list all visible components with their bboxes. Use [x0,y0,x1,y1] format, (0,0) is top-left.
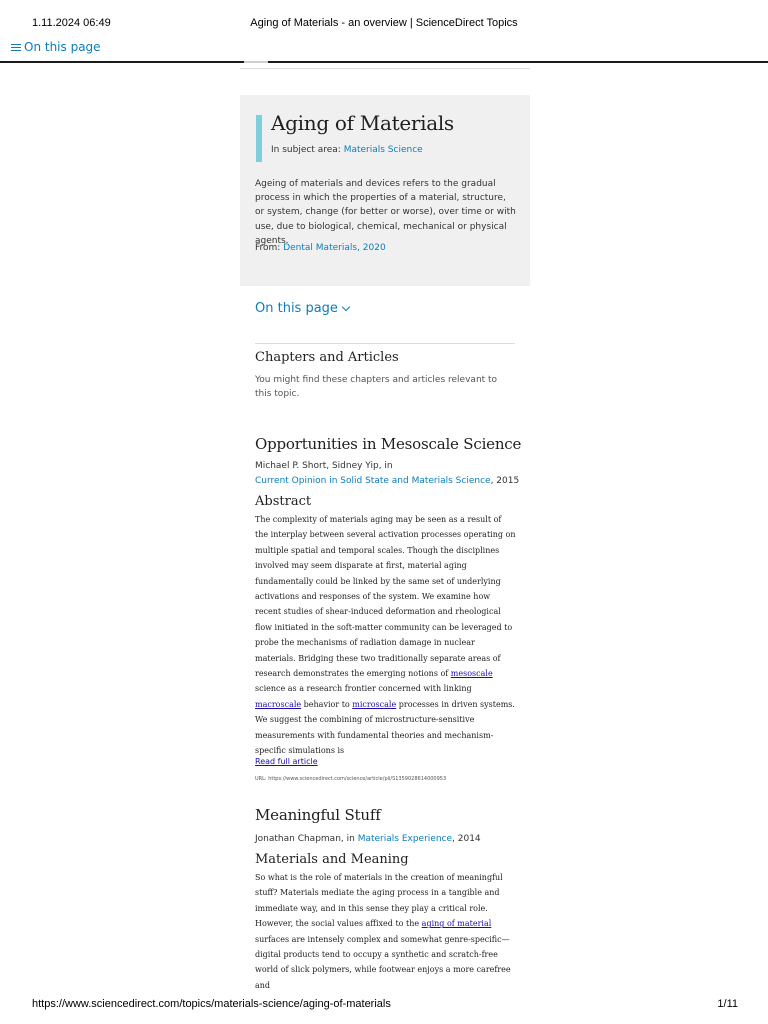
article-excerpt [255,870,517,993]
macroscale-link[interactable]: macroscale [255,699,302,709]
source-link[interactable]: Dental Materials, 2020 [283,243,386,253]
on-this-page-link[interactable] [11,40,101,54]
divider [255,343,515,344]
article-title[interactable]: Opportunities in Mesoscale Science [255,435,522,453]
topic-summary-card [240,95,530,286]
top-bar [0,38,768,63]
definition-source [255,243,386,253]
article-url: URL: https://www.sciencedirect.com/science/article/pii/S1359028614000953 [255,776,447,782]
page-title: Aging of Materials [271,111,454,135]
chevron-down-icon [342,302,350,310]
divider-mark [244,61,268,63]
print-footer [0,994,768,1024]
excerpt-text: surfaces are intensely complex and somewhat genre-specific—digital products tend to occupy a synthetic and scratch-free world of slick polymers, while footwear enjoys a more carefree and [255,934,511,990]
article-section-heading: Abstract [255,494,312,509]
print-title: Aging of Materials - an overview | ScienceDirect Topics [250,17,518,29]
article-title[interactable]: Meaningful Stuff [255,806,381,824]
topic-definition: Ageing of materials and devices refers to the gradual process in which the properties of a material, structure, or system, change (for better or worse), over time or with use, due to biological, chemical, mechanical or physical agents. [255,179,516,246]
aging-of-material-link[interactable]: aging of material [421,919,492,929]
list-icon [11,43,21,52]
mesoscale-link[interactable]: mesoscale [450,669,493,679]
article-source-link[interactable]: Materials Experience [357,834,453,844]
print-page-number: 1/11 [717,998,738,1010]
on-this-page-toggle[interactable] [255,301,349,316]
accent-bar [256,115,262,162]
excerpt-text: processes in driven systems. We suggest the combining of microstructure-sensitive measurements with fundamental theories and mechanism-specific simulations is [255,699,515,756]
article-authors-text: Jonathan Chapman, in [255,834,355,844]
on-this-page-label: On this page [24,40,101,54]
chapters-heading: Chapters and Articles [255,350,399,365]
print-url: https://www.sciencedirect.com/topics/materials-science/aging-of-materials [32,998,391,1010]
excerpt-text: So what is the role of materials in the creation of meaningful stuff? Materials mediate the aging process in a tangible and immediate way, and in this sense they play a critical role. However, the social values affixed to the [255,873,503,929]
article-source-year: , 2014 [452,834,481,844]
read-full-article-link[interactable]: Read full article [255,757,318,766]
print-datetime: 1.11.2024 06:49 [32,17,111,29]
print-header [0,0,768,40]
article-source-link[interactable]: Current Opinion in Solid State and Materials Science [255,476,491,486]
excerpt-text: behavior to [301,699,353,709]
article-authors [255,834,481,844]
article-authors: Michael P. Short, Sidney Yip, in [255,461,393,471]
source-prefix: From: [255,243,281,253]
excerpt-text: science as a research frontier concerned with linking [255,684,472,694]
on-this-page-toggle-label: On this page [255,301,338,316]
divider [240,68,530,69]
chapters-intro: You might find these chapters and articles relevant to this topic. [255,375,498,399]
article-section-heading: Materials and Meaning [255,852,409,867]
article-source-year: , 2015 [490,476,520,486]
microscale-link[interactable]: microscale [352,699,397,709]
subject-area-prefix: In subject area: [271,145,341,155]
subject-area [271,145,423,155]
excerpt-text: The complexity of materials aging may be seen as a result of the interplay between several activation processes operating on multiple spatial and temporal scales. Though the disciplines involved may seem disparate at first, material aging fundamentally could be linked by the same set of underlying activations and responses of the system. We examine how recent studies of shear-induced deformation and rheological flow initiated in the soft-matter community can be leveraged to probe the mechanisms of radiation damage in nuclear materials. Bridging these two traditionally separate areas of research demonstrates the emerging notions of [255,515,516,679]
article-excerpt [255,512,517,759]
subject-area-link[interactable]: Materials Science [343,145,423,155]
article-source [255,476,519,486]
